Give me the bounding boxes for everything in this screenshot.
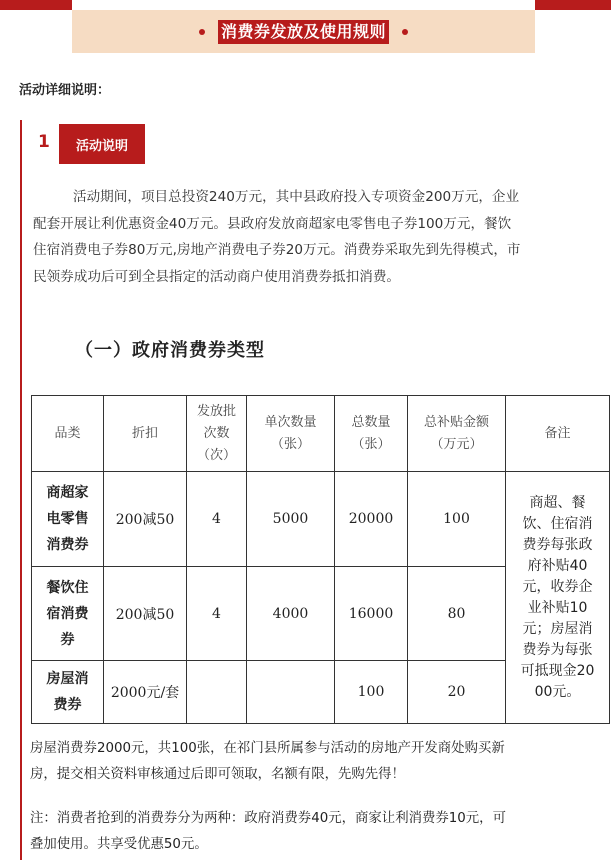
row-subsidy: 100 xyxy=(408,472,506,567)
bullet-dot-icon xyxy=(199,29,205,35)
section-left-rule xyxy=(20,120,22,860)
row-note: 商超、餐 饮、住宿消 费券每张政 府补贴40 元，收券企 业补贴10 元；房屋消 费券为每张 可抵现金20 00元。 xyxy=(506,472,610,724)
section-badge: 活动说明 xyxy=(59,124,145,164)
table-header-row xyxy=(32,396,610,472)
row-batches: 4 xyxy=(187,567,247,661)
header-subsidy: 总补贴金额 （万元） xyxy=(408,396,506,472)
voucher-table xyxy=(31,395,610,724)
header-discount: 折扣 xyxy=(104,396,187,472)
paragraph-line: 民领券成功后可到全县指定的活动商户使用消费券抵扣消费。 xyxy=(33,268,401,285)
header-batches: 发放批 次数 （次） xyxy=(187,396,247,472)
paragraph-line: 配套开展让利优惠资金40万元。县政府发放商超家电零售电子券100万元，餐饮 xyxy=(33,215,512,232)
paragraph-line: 活动期间，项目总投资240万元，其中县政府投入专项资金200万元，企业 xyxy=(73,189,520,205)
table-row xyxy=(32,472,610,567)
paragraph-line: 住宿消费电子券80万元,房地产消费电子券20万元。消费券采取先到先得模式，市 xyxy=(33,242,521,258)
activity-paragraph xyxy=(33,184,593,290)
section-number: 1 xyxy=(38,132,50,152)
row-total: 20000 xyxy=(335,472,408,567)
row-quantity xyxy=(247,661,335,724)
row-subsidy: 20 xyxy=(408,661,506,724)
details-heading: 活动详细说明： xyxy=(19,83,111,98)
row-category: 餐饮住 宿消费 券 xyxy=(32,567,104,661)
page-title: 消费券发放及使用规则 xyxy=(218,20,389,44)
top-border-left xyxy=(0,0,72,10)
top-border-right xyxy=(535,0,611,10)
row-category: 房屋消 费券 xyxy=(32,661,104,724)
row-batches xyxy=(187,661,247,724)
row-quantity: 4000 xyxy=(247,567,335,661)
row-quantity: 5000 xyxy=(247,472,335,567)
title-banner xyxy=(72,10,535,53)
row-subsidy: 80 xyxy=(408,567,506,661)
header-category: 品类 xyxy=(32,396,104,472)
row-total: 100 xyxy=(335,661,408,724)
row-discount: 200减50 xyxy=(104,567,187,661)
header-note: 备注 xyxy=(506,396,610,472)
housing-note: 房屋消费券2000元，共100张，在祁门县所属参与活动的房地产开发商处购买新 房，提交相关资料审核通过后即可领取，名额有限，先购先得！ xyxy=(30,741,505,782)
header-total: 总数量 （张） xyxy=(335,396,408,472)
row-total: 16000 xyxy=(335,567,408,661)
header-quantity: 单次数量 （张） xyxy=(247,396,335,472)
row-discount: 2000元/套 xyxy=(104,661,187,724)
row-category: 商超家 电零售 消费券 xyxy=(32,472,104,567)
subheading: （一）政府消费券类型 xyxy=(75,340,265,361)
top-border xyxy=(0,0,611,10)
row-batches: 4 xyxy=(187,472,247,567)
bullet-dot-icon xyxy=(402,29,408,35)
footer-note: 注：消费者抢到的消费券分为两种：政府消费券40元，商家让利消费券10元，可 叠加使用。共享受优惠50元。 xyxy=(30,811,506,852)
row-discount: 200减50 xyxy=(104,472,187,567)
